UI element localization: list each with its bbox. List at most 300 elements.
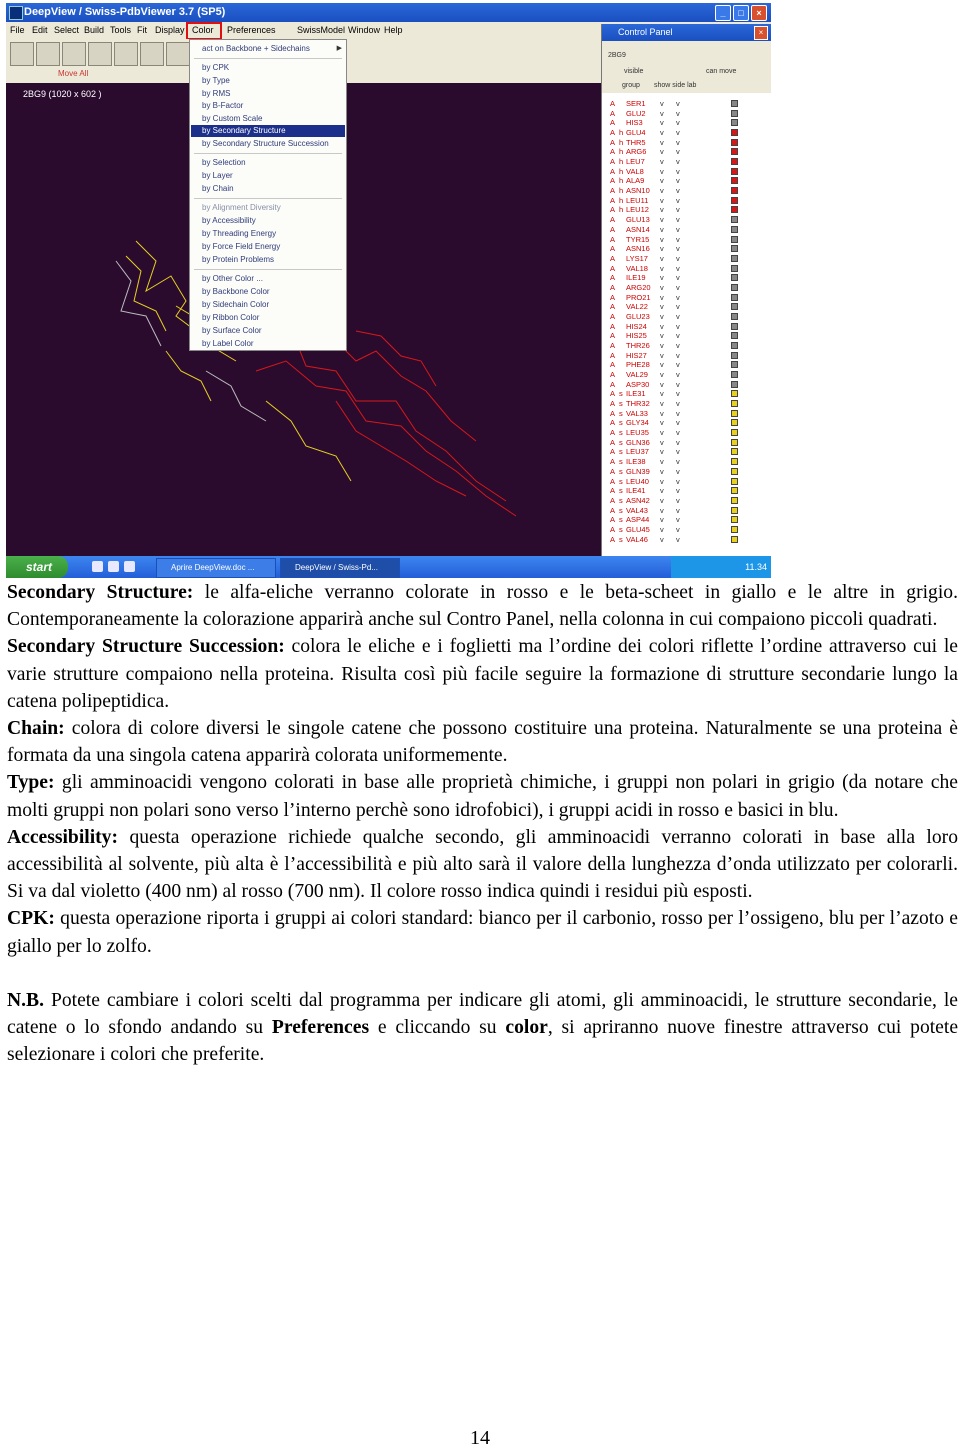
residue-row[interactable] xyxy=(602,176,771,186)
residue-name: ASP30 xyxy=(626,379,650,389)
residue-name: VAL8 xyxy=(626,166,644,176)
can-move-check: v xyxy=(676,186,680,196)
chain-id: A xyxy=(610,524,616,534)
color-square[interactable] xyxy=(731,381,738,388)
visible-check: v xyxy=(660,331,664,341)
chain-id: A xyxy=(610,292,616,302)
residue-name: ILE38 xyxy=(626,457,646,467)
clock: 11.34 xyxy=(745,562,767,572)
menu-item-by-sidechain-color[interactable]: by Sidechain Color xyxy=(202,300,270,309)
color-square[interactable] xyxy=(731,284,738,291)
menu-select[interactable]: Select xyxy=(54,25,80,35)
color-square[interactable] xyxy=(731,478,738,485)
ss-code: s xyxy=(619,524,623,534)
visible-check: v xyxy=(660,476,664,486)
color-square[interactable] xyxy=(731,274,738,281)
menu-item-by-threading-energy[interactable]: by Threading Energy xyxy=(202,229,277,238)
residue-row[interactable] xyxy=(602,138,771,148)
tool-icon[interactable] xyxy=(166,42,190,66)
can-move-check: v xyxy=(676,321,680,331)
color-square[interactable] xyxy=(731,526,738,533)
residue-row[interactable] xyxy=(602,360,771,370)
chain-id: A xyxy=(610,137,616,147)
color-menu-highlight-box xyxy=(186,22,222,40)
menu-window[interactable]: Window xyxy=(348,25,381,35)
chain-id: A xyxy=(610,476,616,486)
visible-check: v xyxy=(660,524,664,534)
can-move-check: v xyxy=(676,428,680,438)
maximize-button[interactable]: □ xyxy=(733,5,749,21)
color-square[interactable] xyxy=(731,255,738,262)
residue-row[interactable] xyxy=(602,196,771,206)
can-move-check: v xyxy=(676,534,680,544)
can-move-check: v xyxy=(676,370,680,380)
visible-check: v xyxy=(660,215,664,225)
taskbar-item-deepview[interactable] xyxy=(280,558,400,578)
residue-row[interactable] xyxy=(602,438,771,448)
visible-check: v xyxy=(660,360,664,370)
visible-check: v xyxy=(660,495,664,505)
visible-check: v xyxy=(660,466,664,476)
color-square[interactable] xyxy=(731,390,738,397)
paragraph-cpk xyxy=(7,905,958,959)
residue-row[interactable] xyxy=(602,186,771,196)
can-move-check: v xyxy=(676,147,680,157)
residue-name: HIS27 xyxy=(626,350,647,360)
menu-item-by-chain[interactable]: by Chain xyxy=(202,184,234,193)
can-move-check: v xyxy=(676,166,680,176)
chain-id: A xyxy=(610,389,616,399)
chain-id: A xyxy=(610,244,616,254)
quicklaunch-icon[interactable] xyxy=(108,561,119,572)
color-square[interactable] xyxy=(731,352,738,359)
residue-name: THR32 xyxy=(626,399,650,409)
color-square[interactable] xyxy=(731,371,738,378)
color-square[interactable] xyxy=(731,206,738,213)
residue-row[interactable] xyxy=(602,205,771,215)
color-square[interactable] xyxy=(731,313,738,320)
residue-name: THR5 xyxy=(626,137,646,147)
residue-name: VAL18 xyxy=(626,263,648,273)
residue-name: VAL33 xyxy=(626,408,648,418)
menu-help[interactable]: Help xyxy=(384,25,403,35)
residue-name: ARG20 xyxy=(626,282,651,292)
menu-color[interactable]: Color xyxy=(192,25,214,35)
control-panel-close-icon[interactable]: × xyxy=(754,26,768,40)
can-move-check: v xyxy=(676,137,680,147)
menu-item-by-other-color[interactable]: by Other Color ... xyxy=(202,274,263,283)
visible-check: v xyxy=(660,137,664,147)
visible-check: v xyxy=(660,166,664,176)
visible-check: v xyxy=(660,147,664,157)
can-move-check: v xyxy=(676,524,680,534)
visible-check: v xyxy=(660,263,664,273)
residue-row[interactable] xyxy=(602,167,771,177)
color-square[interactable] xyxy=(731,236,738,243)
measure-angle-icon[interactable] xyxy=(140,42,164,66)
color-square[interactable] xyxy=(731,439,738,446)
color-square[interactable] xyxy=(731,458,738,465)
ss-code: h xyxy=(619,176,624,186)
residue-row[interactable] xyxy=(602,157,771,167)
residue-row[interactable] xyxy=(602,535,771,545)
visible-check: v xyxy=(660,128,664,138)
paragraph-text: questa operazione richiede qualche secondo, gli amminoacidi verranno colorati in base alla loro accessibilità al solvente, più alta è l’accessibilità e più alto sarà il valore della lunghezza d’onda utilizzato per colorarli. Si va dal violetto (400 nm) al rosso (700 nm). Il colore rosso indica quindi i residui più esposti. xyxy=(7,826,958,903)
residue-row[interactable] xyxy=(602,293,771,303)
residue-row[interactable] xyxy=(602,525,771,535)
chain-id: A xyxy=(610,418,616,428)
can-move-check: v xyxy=(676,195,680,205)
visible-check: v xyxy=(660,428,664,438)
menu-item-by-rms[interactable]: by RMS xyxy=(202,89,231,98)
menu-swissmodel[interactable]: SwissModel xyxy=(297,25,346,35)
residue-name: LEU11 xyxy=(626,195,649,205)
residue-name: VAL29 xyxy=(626,370,648,380)
ss-code: h xyxy=(619,128,624,138)
residue-name: GLY34 xyxy=(626,418,649,428)
residue-name: LEU12 xyxy=(626,205,649,215)
residue-name: ILE31 xyxy=(626,389,646,399)
paragraph-chain xyxy=(7,715,958,769)
residue-name: GLN36 xyxy=(626,437,650,447)
visible-check: v xyxy=(660,99,664,108)
visible-check: v xyxy=(660,118,664,128)
color-square[interactable] xyxy=(731,332,738,339)
app-icon xyxy=(9,6,23,20)
residue-row[interactable] xyxy=(602,283,771,293)
menu-item-by-ss-succession[interactable]: by Secondary Structure Succession xyxy=(202,139,329,148)
ss-code: s xyxy=(619,466,623,476)
residue-row[interactable] xyxy=(602,409,771,419)
visible-check: v xyxy=(660,311,664,321)
can-move-check: v xyxy=(676,389,680,399)
paragraph-text: colora le eliche e i foglietti ma l’ordine dei colori riflette l’ordine attraverso cui le varie strutture compaiono nella proteina. Risulta così più facile seguire la formazione di strutture secondarie lungo la catena polipeptidica. xyxy=(7,636,958,712)
move-icon[interactable] xyxy=(10,42,34,66)
visible-check: v xyxy=(660,505,664,515)
chain-id: A xyxy=(610,215,616,225)
control-panel-subheader xyxy=(602,41,771,93)
color-square[interactable] xyxy=(731,245,738,252)
color-square[interactable] xyxy=(731,119,738,126)
color-square[interactable] xyxy=(731,361,738,368)
chain-id: A xyxy=(610,273,616,283)
color-square[interactable] xyxy=(731,400,738,407)
ss-code: s xyxy=(619,399,623,409)
control-panel xyxy=(601,24,771,556)
residue-row[interactable] xyxy=(602,457,771,467)
residue-row[interactable] xyxy=(602,322,771,332)
residue-name: ASN14 xyxy=(626,224,650,234)
ss-code: s xyxy=(619,457,623,467)
color-square[interactable] xyxy=(731,216,738,223)
menu-item-by-b-factor[interactable]: by B-Factor xyxy=(202,101,244,110)
menu-fit[interactable]: Fit xyxy=(137,25,147,35)
ss-code: s xyxy=(619,447,623,457)
chain-id: A xyxy=(610,302,616,312)
visible-check: v xyxy=(660,399,664,409)
quicklaunch-icon[interactable] xyxy=(124,561,135,572)
preferences-term: Preferences xyxy=(271,1017,370,1039)
residue-row[interactable] xyxy=(602,486,771,496)
can-move-check: v xyxy=(676,99,680,108)
chain-id: A xyxy=(610,437,616,447)
residue-row[interactable] xyxy=(602,312,771,322)
color-square[interactable] xyxy=(731,487,738,494)
color-square[interactable] xyxy=(731,516,738,523)
visible-check: v xyxy=(660,244,664,254)
visible-check: v xyxy=(660,321,664,331)
residue-row[interactable] xyxy=(602,273,771,283)
paragraph-accessibility xyxy=(7,824,958,906)
color-square[interactable] xyxy=(731,448,738,455)
menu-item-by-label-color[interactable]: by Label Color xyxy=(202,339,254,348)
residue-name: LEU40 xyxy=(626,476,649,486)
menu-item-by-surface-color[interactable]: by Surface Color xyxy=(202,326,262,335)
color-square[interactable] xyxy=(731,148,738,155)
color-square[interactable] xyxy=(731,139,738,146)
residue-name: VAL22 xyxy=(626,302,648,312)
color-square[interactable] xyxy=(731,294,738,301)
ss-code: h xyxy=(619,147,624,157)
menu-item-by-protein-problems[interactable]: by Protein Problems xyxy=(202,255,275,264)
residue-row[interactable] xyxy=(602,341,771,351)
color-square[interactable] xyxy=(731,100,738,107)
taskbar-item-word[interactable] xyxy=(156,558,276,578)
can-move-check: v xyxy=(676,408,680,418)
color-square[interactable] xyxy=(731,323,738,330)
chain-id: A xyxy=(610,157,616,167)
residue-row[interactable] xyxy=(602,254,771,264)
chain-id: A xyxy=(610,534,616,544)
chain-id: A xyxy=(610,263,616,273)
color-square[interactable] xyxy=(731,429,738,436)
chain-id: A xyxy=(610,505,616,515)
taskbar-item-label: DeepView / Swiss-Pd... xyxy=(295,563,378,572)
can-move-check: v xyxy=(676,379,680,389)
color-square[interactable] xyxy=(731,497,738,504)
color-square[interactable] xyxy=(731,129,738,136)
menu-item-by-accessibility[interactable]: by Accessibility xyxy=(202,216,256,225)
residue-row[interactable] xyxy=(602,389,771,399)
chain-id: A xyxy=(610,515,616,525)
quicklaunch-icon[interactable] xyxy=(92,561,103,572)
residue-name: HIS3 xyxy=(626,118,643,128)
can-move-check: v xyxy=(676,331,680,341)
menu-tools[interactable]: Tools xyxy=(110,25,132,35)
color-square[interactable] xyxy=(731,226,738,233)
rotate-icon[interactable] xyxy=(36,42,60,66)
residue-row[interactable] xyxy=(602,128,771,138)
can-move-check: v xyxy=(676,157,680,167)
translate-icon[interactable] xyxy=(62,42,86,66)
can-move-check: v xyxy=(676,515,680,525)
residue-row[interactable] xyxy=(602,244,771,254)
visible-check: v xyxy=(660,186,664,196)
residue-row[interactable] xyxy=(602,506,771,516)
residue-row[interactable] xyxy=(602,418,771,428)
color-square[interactable] xyxy=(731,168,738,175)
residue-row[interactable] xyxy=(602,380,771,390)
col-group[interactable]: group xyxy=(622,82,640,89)
ss-code: s xyxy=(619,418,623,428)
col-can-move[interactable]: can move xyxy=(706,68,737,75)
chain-id: A xyxy=(610,128,616,138)
chain-id: A xyxy=(610,282,616,292)
residue-name: ILE41 xyxy=(626,486,646,496)
measure-distance-icon[interactable] xyxy=(114,42,138,66)
menu-item-by-type[interactable]: by Type xyxy=(202,76,230,85)
residue-row[interactable] xyxy=(602,109,771,119)
control-panel-header xyxy=(602,24,771,41)
residue-name: GLU45 xyxy=(626,524,650,534)
residue-row[interactable] xyxy=(602,331,771,341)
chain-id: A xyxy=(610,466,616,476)
residue-name: VAL43 xyxy=(626,505,648,515)
term: CPK: xyxy=(7,908,55,930)
menu-build[interactable]: Build xyxy=(84,25,105,35)
residue-name: VAL46 xyxy=(626,534,648,544)
visible-check: v xyxy=(660,292,664,302)
color-square[interactable] xyxy=(731,158,738,165)
residue-row[interactable] xyxy=(602,515,771,525)
residue-row[interactable] xyxy=(602,496,771,506)
visible-check: v xyxy=(660,234,664,244)
can-move-check: v xyxy=(676,273,680,283)
paragraph-text: questa operazione riporta i gruppi ai colori standard: bianco per il carbonio, rosso per l’ossigeno, blu per l’azoto e giallo per lo zolfo. xyxy=(7,908,958,957)
residue-row[interactable] xyxy=(602,351,771,361)
color-square[interactable] xyxy=(731,507,738,514)
visible-check: v xyxy=(660,205,664,215)
residue-row[interactable] xyxy=(602,428,771,438)
term: N.B. xyxy=(7,989,45,1011)
color-square[interactable] xyxy=(731,468,738,475)
chain-id: A xyxy=(610,311,616,321)
term: Secondary Structure: xyxy=(7,582,194,603)
residue-row[interactable] xyxy=(602,447,771,457)
view-title: 2BG9 (1020 x 602 ) xyxy=(23,89,102,99)
color-square[interactable] xyxy=(731,110,738,117)
can-move-check: v xyxy=(676,360,680,370)
visible-check: v xyxy=(660,418,664,428)
residue-row[interactable] xyxy=(602,370,771,380)
chain-id: A xyxy=(610,99,616,108)
color-square[interactable] xyxy=(731,303,738,310)
menu-file[interactable]: File xyxy=(10,25,25,35)
ss-code: s xyxy=(619,515,623,525)
menu-edit[interactable]: Edit xyxy=(32,25,48,35)
color-square[interactable] xyxy=(731,536,738,543)
close-button[interactable]: × xyxy=(751,5,767,21)
zoom-icon[interactable] xyxy=(88,42,112,66)
visible-check: v xyxy=(660,341,664,350)
ss-code: s xyxy=(619,408,623,418)
chain-id: A xyxy=(610,224,616,234)
menu-item-by-secondary-structure[interactable]: by Secondary Structure xyxy=(202,126,286,135)
visible-check: v xyxy=(660,370,664,380)
residue-name: HIS24 xyxy=(626,321,647,331)
residue-row[interactable] xyxy=(602,467,771,477)
residue-name: THR26 xyxy=(626,341,650,350)
can-move-check: v xyxy=(676,282,680,292)
residue-row[interactable] xyxy=(602,99,771,109)
term: Chain: xyxy=(7,718,65,740)
residue-name: LEU35 xyxy=(626,428,649,438)
color-square[interactable] xyxy=(731,342,738,349)
color-square[interactable] xyxy=(731,265,738,272)
ss-code: s xyxy=(619,534,623,544)
can-move-check: v xyxy=(676,263,680,273)
ss-code: h xyxy=(619,157,624,167)
paragraph-text: colora di colore diversi le singole catene che possono costituire una proteina. Naturalmente se una proteina è formata da una singola catena apparirà colorata uniformemente. xyxy=(7,718,958,767)
visible-check: v xyxy=(660,224,664,234)
can-move-check: v xyxy=(676,253,680,263)
menu-item-by-custom-scale[interactable]: by Custom Scale xyxy=(202,114,263,123)
menu-item-by-cpk[interactable]: by CPK xyxy=(202,63,230,72)
color-square[interactable] xyxy=(731,177,738,184)
chain-id: A xyxy=(610,428,616,438)
chain-id: A xyxy=(610,147,616,157)
can-move-check: v xyxy=(676,234,680,244)
menu-item-by-force-field-energy[interactable]: by Force Field Energy xyxy=(202,242,281,251)
residue-name: PHE28 xyxy=(626,360,650,370)
residue-name: GLN39 xyxy=(626,466,650,476)
ss-code: s xyxy=(619,437,623,447)
residue-row[interactable] xyxy=(602,215,771,225)
system-tray xyxy=(671,556,771,578)
chain-id: A xyxy=(610,495,616,505)
visible-check: v xyxy=(660,447,664,457)
residue-row[interactable] xyxy=(602,264,771,274)
chain-id: A xyxy=(610,176,616,186)
residue-row[interactable] xyxy=(602,118,771,128)
color-dropdown-menu xyxy=(189,39,347,351)
start-label: start xyxy=(26,560,53,574)
color-square[interactable] xyxy=(731,410,738,417)
residue-row[interactable] xyxy=(602,225,771,235)
visible-check: v xyxy=(660,437,664,447)
submenu-arrow-icon: ▶ xyxy=(336,45,342,52)
menu-display[interactable]: Display xyxy=(155,25,185,35)
visible-check: v xyxy=(660,108,664,118)
col-show-side[interactable]: show side lab xyxy=(654,82,697,89)
residue-row[interactable] xyxy=(602,477,771,487)
menu-preferences[interactable]: Preferences xyxy=(227,25,276,35)
can-move-check: v xyxy=(676,341,680,350)
start-button[interactable] xyxy=(6,556,68,578)
residue-row[interactable] xyxy=(602,235,771,245)
menu-item-by-backbone-color[interactable]: by Backbone Color xyxy=(202,287,270,296)
color-square[interactable] xyxy=(731,187,738,194)
ss-code: h xyxy=(619,186,624,196)
menu-item-act-on-backbone[interactable]: act on Backbone + Sidechains xyxy=(202,44,310,53)
visible-check: v xyxy=(660,379,664,389)
residue-row[interactable] xyxy=(602,399,771,409)
menu-separator xyxy=(194,58,342,59)
menu-item-by-selection[interactable]: by Selection xyxy=(202,158,246,167)
residue-name: ILE19 xyxy=(626,273,646,283)
col-visible[interactable]: visible xyxy=(624,68,644,75)
residue-name: ASN16 xyxy=(626,244,650,254)
residue-row[interactable] xyxy=(602,302,771,312)
minimize-button[interactable]: _ xyxy=(715,5,731,21)
residue-row[interactable] xyxy=(602,147,771,157)
color-square[interactable] xyxy=(731,197,738,204)
menu-item-by-ribbon-color[interactable]: by Ribbon Color xyxy=(202,313,260,322)
residue-name: ARG6 xyxy=(626,147,647,157)
menu-item-by-layer[interactable]: by Layer xyxy=(202,171,233,180)
color-square[interactable] xyxy=(731,419,738,426)
taskbar xyxy=(6,556,771,578)
